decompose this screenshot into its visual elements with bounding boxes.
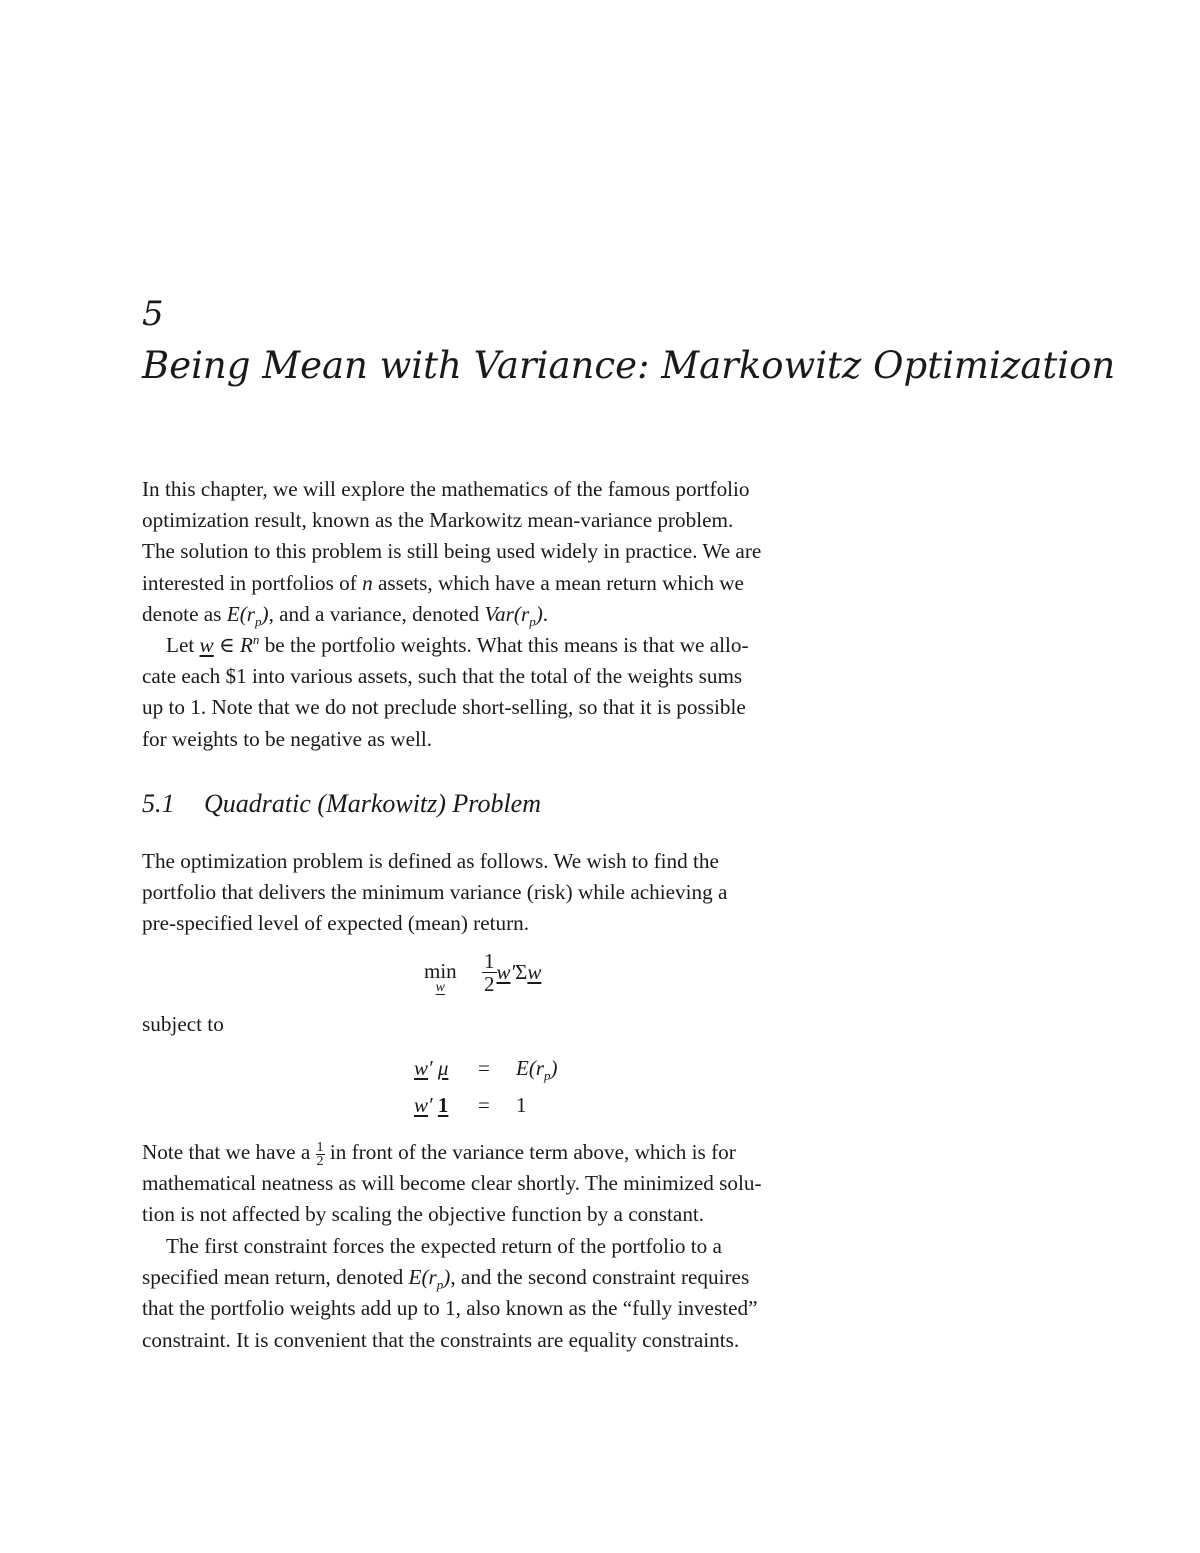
text-line (142, 1262, 862, 1293)
math-lparen: ( (528, 1056, 536, 1080)
math-rparen: ) (443, 1265, 451, 1290)
math-sup-n: n (252, 631, 260, 647)
constraint-budget (414, 1093, 448, 1118)
math-w: w (414, 1056, 429, 1080)
objective-equation (420, 950, 620, 1006)
text-line: The first constraint forces the expected return of the portfolio to a (166, 1234, 722, 1258)
text-line: pre-specified level of expected (mean) return. (142, 911, 530, 936)
text-line: up to 1. Note that we do not preclude short-selling, so that it is possible (142, 695, 746, 720)
math-expected-value (408, 1265, 451, 1293)
math-prime: ′ (428, 1056, 433, 1080)
text-line: optimization result, known as the Markowitz mean-variance problem. (142, 508, 734, 533)
math-ones-vector: 1 (437, 1093, 449, 1117)
math-lparen: ( (239, 601, 247, 626)
intro-paragraph-2 (142, 630, 862, 755)
text-fragment: interested in portfolios of (142, 570, 363, 595)
fraction-numerator: 1 (316, 1139, 324, 1155)
subject-to-label (142, 1009, 862, 1040)
text-line: mathematical neatness as will become clear shortly. The minimized solu- (142, 1171, 762, 1196)
math-r: r (520, 601, 530, 626)
fraction-denominator: 2 (484, 972, 495, 996)
fraction-one-half-inline (316, 1141, 325, 1168)
constraint-return (414, 1056, 448, 1081)
text-fragment: . (542, 601, 549, 626)
text-line: portfolio that delivers the minimum variance (risk) while achieving a (142, 880, 728, 905)
math-sub-p: p (255, 614, 262, 630)
math-w: w (414, 1093, 429, 1117)
fraction-one-half (482, 950, 497, 995)
text-fragment: denote as (142, 601, 227, 626)
math-prime: ′ (510, 960, 516, 984)
intro-paragraph-1 (142, 474, 862, 630)
chapter-title: Being Mean with Variance: Markowitz Optimization (142, 344, 1116, 387)
min-operator (424, 961, 457, 995)
text-line: that the portfolio weights add up to 1, also known as the “fully invested” (142, 1296, 758, 1321)
math-r: r (428, 1265, 437, 1290)
section-number: 5.1 (142, 789, 175, 818)
math-variance (484, 601, 543, 630)
text-fragment: Let (166, 633, 200, 657)
body-paragraph-4 (142, 1137, 862, 1231)
math-element-of: ∈ (213, 633, 240, 657)
math-w: w (496, 960, 511, 984)
text-fragment: in front of the variance term above, which is for (324, 1140, 736, 1164)
text-line: constraint. It is convenient that the constraints are equality constraints. (142, 1327, 740, 1352)
math-expected-value (516, 1056, 558, 1084)
math-mu: μ (437, 1056, 449, 1080)
body-paragraph-5 (142, 1231, 862, 1356)
text-fragment: be the portfolio weights. What this means is that we allo- (259, 633, 749, 657)
math-r: r (246, 601, 255, 626)
math-sub-p: p (436, 1277, 444, 1293)
section-heading (142, 787, 541, 821)
equals-sign: = (478, 1093, 490, 1117)
text-line: subject to (142, 1012, 224, 1036)
fraction-denominator: 2 (316, 1153, 324, 1169)
text-fragment: assets, which have a mean return which we (372, 570, 744, 595)
text-line: tion is not affected by scaling the objective function by a constant. (142, 1202, 705, 1227)
chapter-number: 5 (142, 294, 164, 334)
math-lparen: ( (513, 601, 521, 626)
math-sub-p: p (544, 1068, 551, 1084)
math-expected-value (226, 601, 269, 630)
fraction-numerator: 1 (484, 949, 495, 973)
math-w: w (527, 960, 542, 984)
text-line: In this chapter, we will explore the mathematics of the famous portfolio (142, 477, 750, 501)
math-prime: ′ (428, 1093, 433, 1117)
text-fragment: Note that we have a (142, 1140, 316, 1164)
quadratic-form (497, 960, 542, 984)
math-rparen: ) (261, 601, 269, 626)
math-E: E (408, 1265, 422, 1290)
constraint-lhs (414, 1056, 448, 1080)
min-label: min (424, 959, 457, 983)
text-fragment: , and a variance, denoted (268, 601, 485, 626)
math-E: E (226, 601, 240, 626)
text-line: for weights to be negative as well. (142, 726, 433, 751)
text-line (142, 630, 862, 661)
math-weight-vector: w (199, 633, 214, 657)
math-lparen: ( (421, 1265, 429, 1290)
text-line (142, 599, 862, 630)
equals-sign: = (478, 1056, 490, 1080)
text-line: cate each $1 into various assets, such that the total of the weights sums (142, 664, 743, 689)
math-sigma: Σ (515, 960, 528, 984)
constraints-equation (414, 1056, 614, 1126)
text-line: The optimization problem is defined as follows. We wish to find the (142, 849, 719, 873)
math-rparen: ) (535, 601, 543, 626)
math-real-space: R (239, 633, 253, 657)
text-line (142, 1137, 862, 1168)
math-rparen: ) (550, 1056, 558, 1080)
objective-expression (482, 950, 541, 995)
text-line (142, 568, 862, 599)
math-Var: Var (484, 601, 514, 626)
text-fragment: specified mean return, denoted (142, 1265, 409, 1290)
math-sub-p: p (529, 614, 536, 630)
text-line: The solution to this problem is still being used widely in practice. We are (142, 539, 762, 564)
section-title: Quadratic (Markowitz) Problem (204, 789, 541, 818)
text-fragment: , and the second constraint requires (450, 1265, 750, 1290)
constraint-rhs-return (516, 1056, 558, 1084)
constraint-rhs-one: 1 (516, 1093, 527, 1117)
math-var-n: n (362, 570, 373, 595)
body-paragraph-3 (142, 846, 862, 940)
min-subscript-w: w (435, 980, 445, 995)
math-E: E (516, 1056, 529, 1080)
constraint-lhs (414, 1093, 448, 1117)
math-r: r (535, 1056, 545, 1080)
